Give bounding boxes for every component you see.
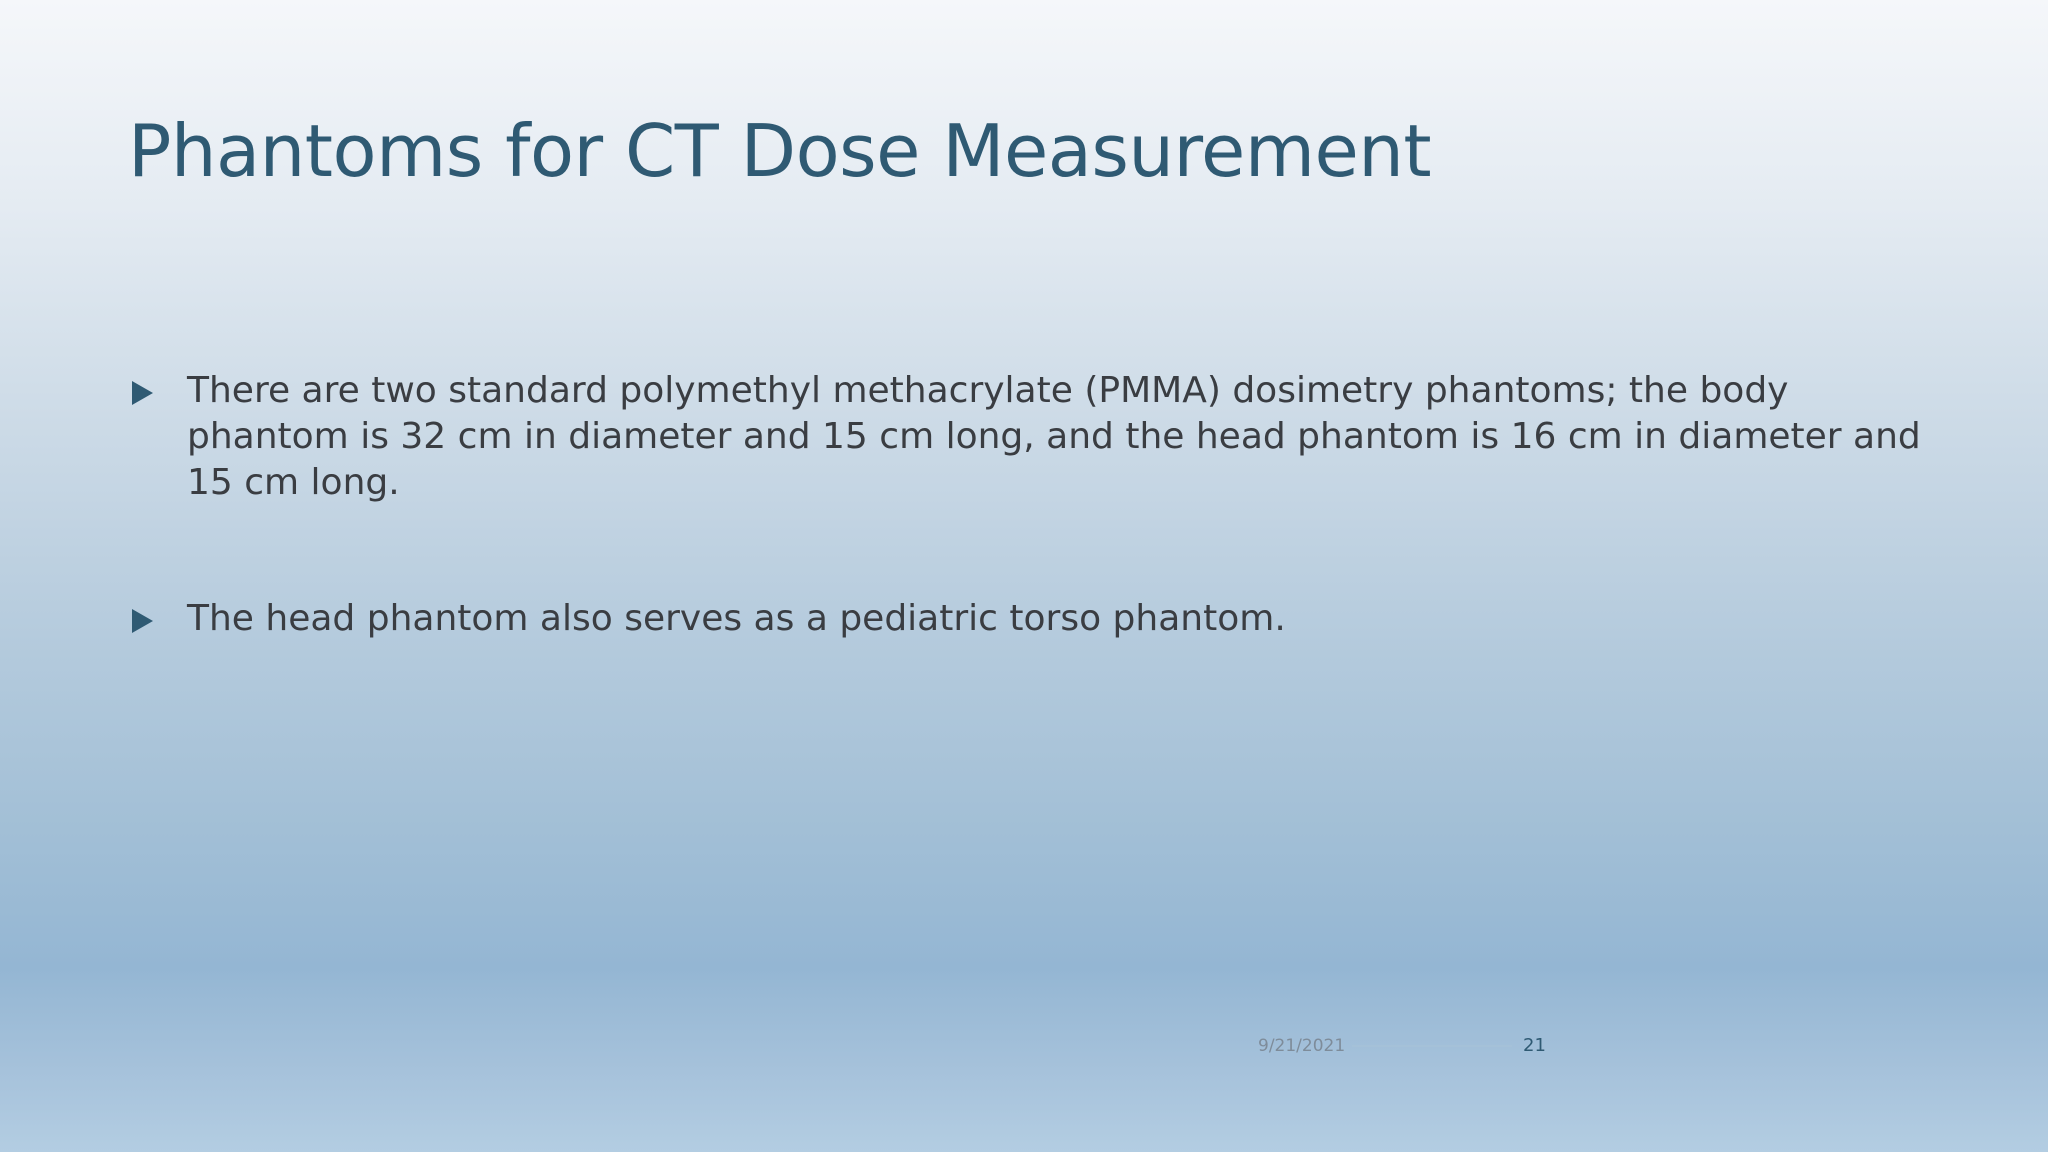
slide-title: Phantoms for CT Dose Measurement <box>128 109 1432 193</box>
bullet-item <box>130 368 1940 506</box>
bullet-list <box>130 368 1940 732</box>
triangle-bullet-icon <box>132 609 153 633</box>
footer-date: 9/21/2021 <box>1258 1036 1346 1056</box>
slide-number: 21 <box>1523 1035 1546 1056</box>
bullet-item <box>130 596 1940 642</box>
bullet-text: There are two standard polymethyl methacrylate (PMMA) dosimetry phantoms; the body phantom is 32 cm in diameter and 15 cm long, and the head phantom is 16 cm in diameter and 15 cm long. <box>187 370 1921 503</box>
footer-divider <box>1352 1045 1512 1047</box>
triangle-bullet-icon <box>132 381 153 405</box>
bullet-text: The head phantom also serves as a pediatric torso phantom. <box>187 598 1286 639</box>
